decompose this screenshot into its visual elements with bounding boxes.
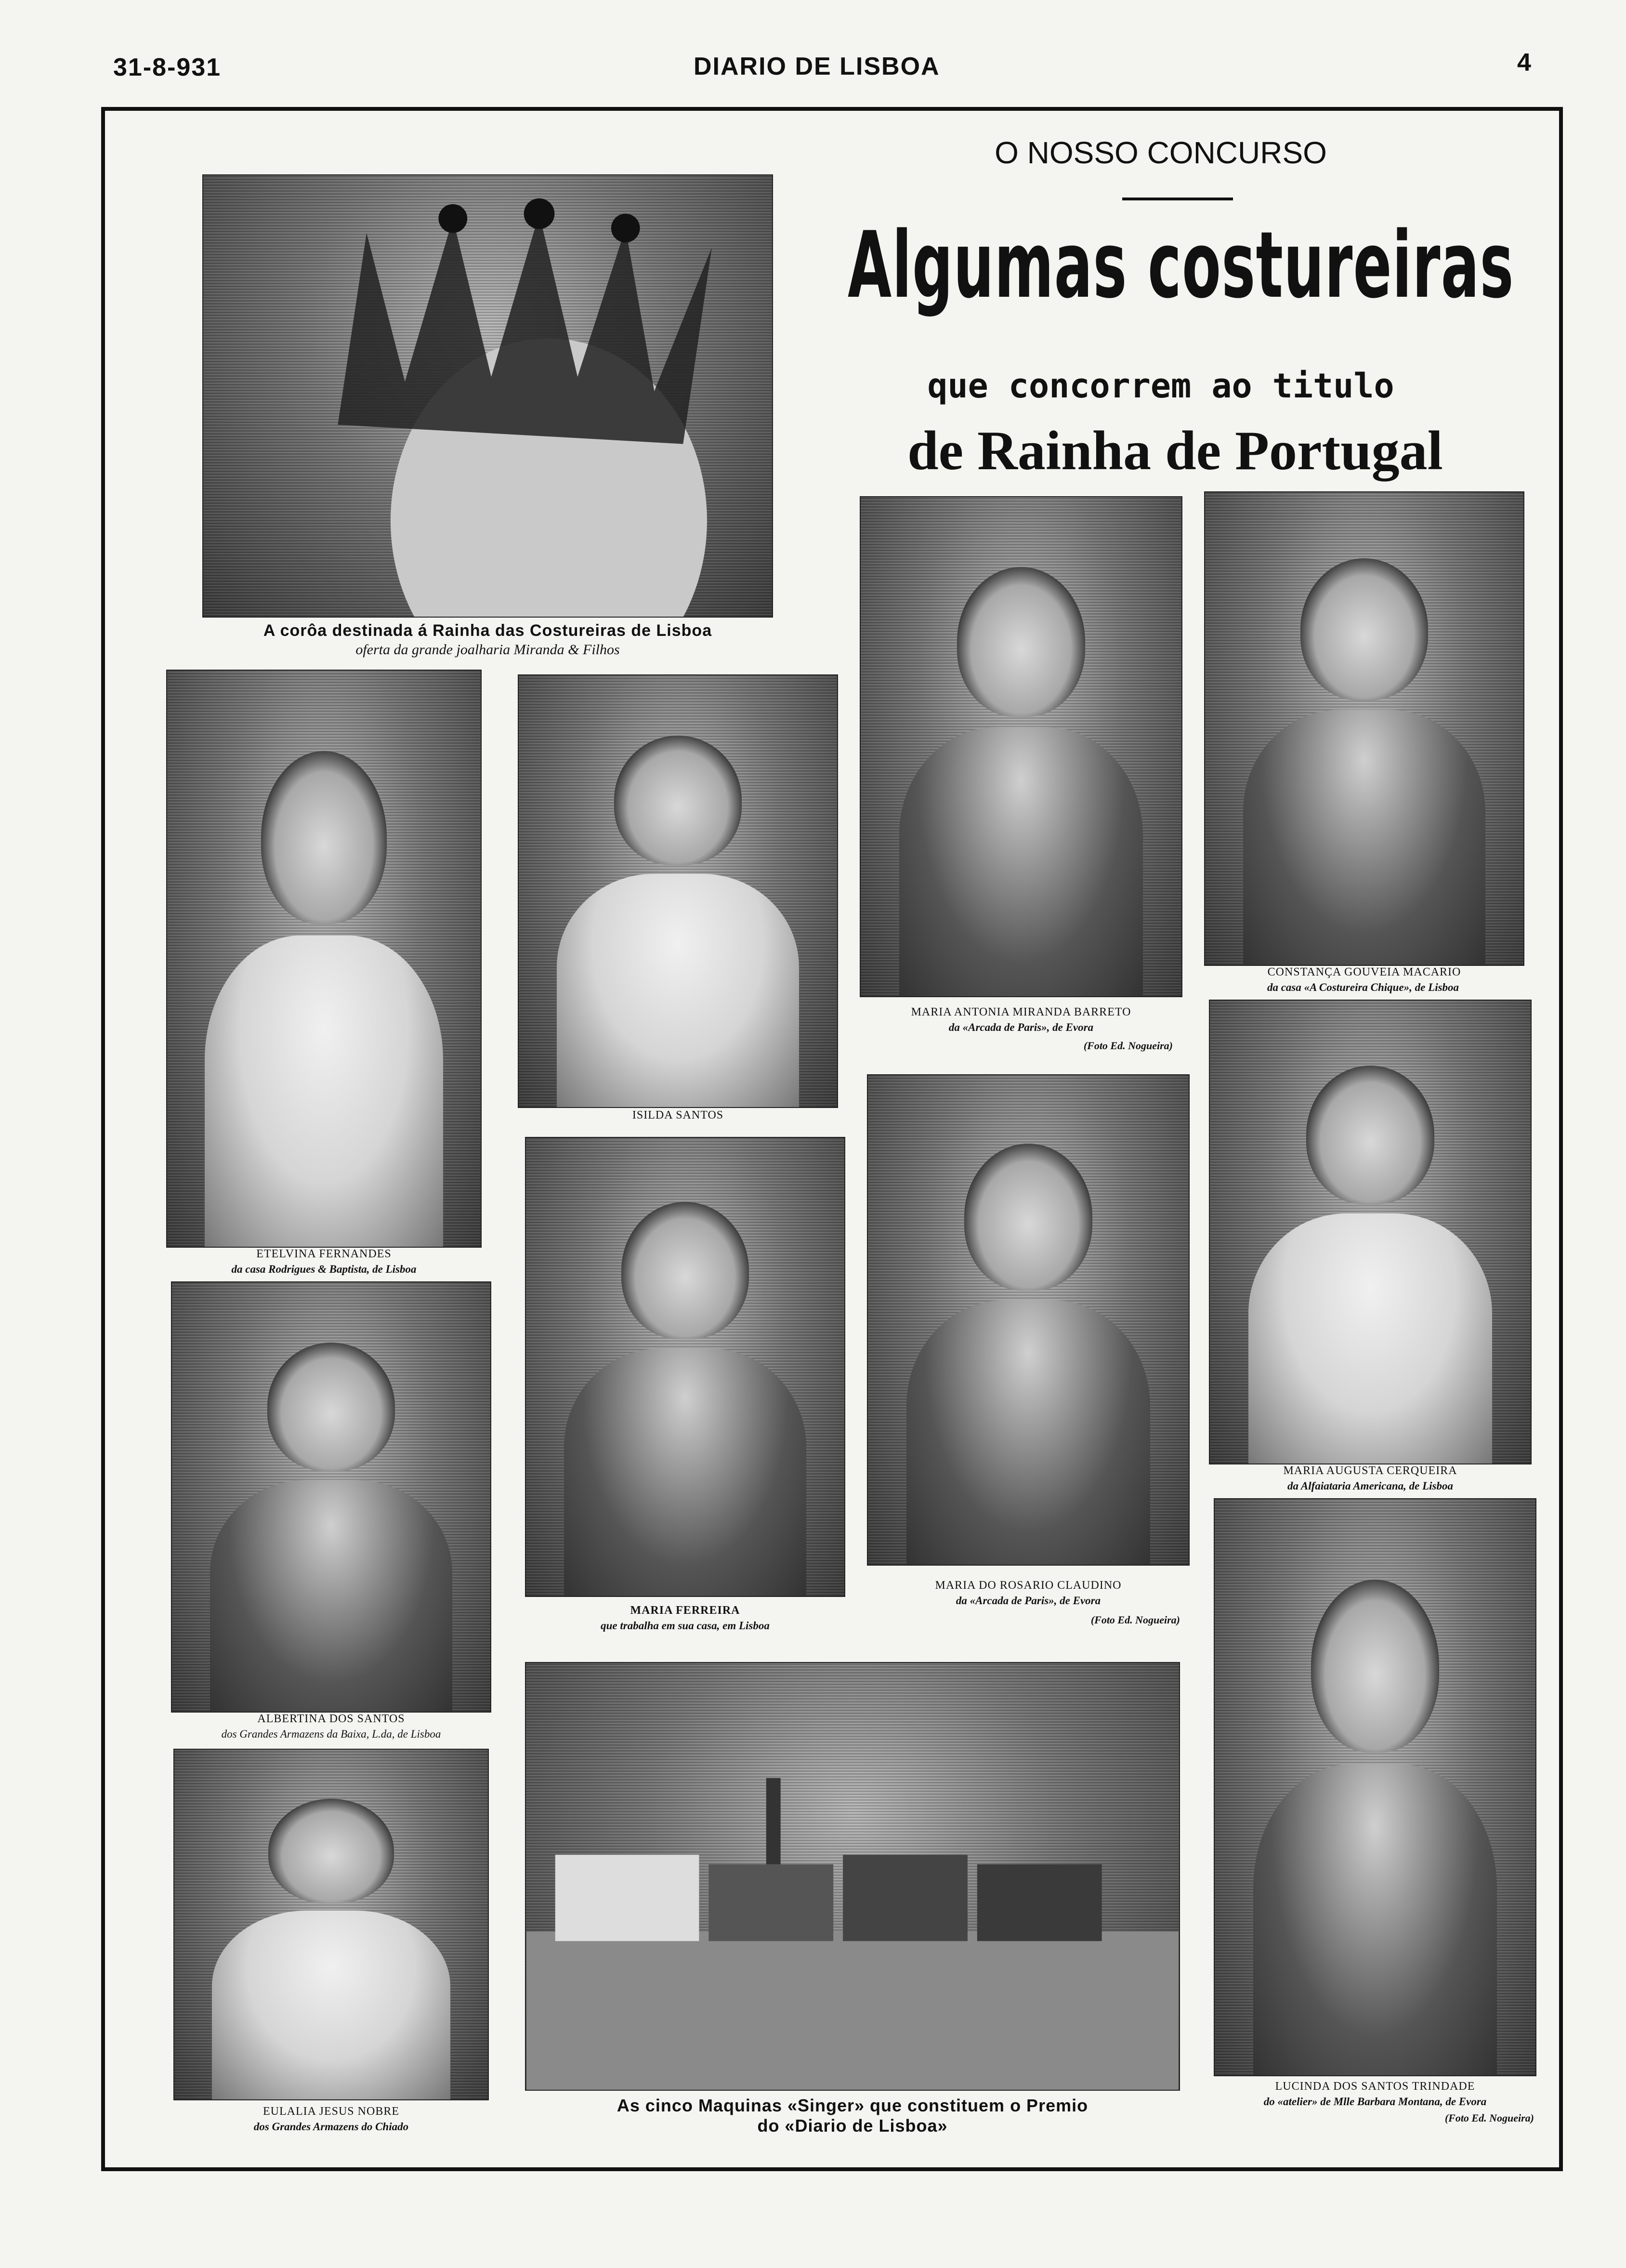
singer-machines-photo [525,1662,1180,2091]
crown-photo [202,174,773,618]
portrait-isilda-santos [518,674,838,1108]
caption-sub: dos Grandes Armazens do Chiado [253,2121,409,2133]
portrait-eulalia-jesus-nobre [173,1749,489,2100]
caption-name: LUCINDA DOS SANTOS TRINDADE [1275,2080,1475,2093]
crown-icon [203,175,772,617]
portrait-constanca-gouveia-macario [1204,491,1524,966]
caption-name: ALBERTINA DOS SANTOS [257,1713,405,1725]
caption-sub: da casa «A Costureira Chique», de Lisboa [1267,981,1459,993]
newspaper-name: DIARIO DE LISBOA [694,53,940,80]
portrait-maria-augusta-cerqueira [1209,1000,1532,1464]
caption-sub: do «atelier» de Mlle Barbara Montana, de Evora [1263,2096,1487,2108]
caption-name: ISILDA SANTOS [632,1109,724,1121]
headline-title: Algumas costureiras [848,212,1514,318]
headline-subtitle: que concorrem ao titulo [927,366,1394,406]
caption-sub: da casa Rodrigues & Baptista, de Lisboa [231,1263,417,1275]
caption-name: MARIA AUGUSTA CERQUEIRA [1283,1464,1457,1477]
caption-name: EULALIA JESUS NOBRE [262,2105,399,2118]
portrait-lucinda-dos-santos-trindade [1214,1498,1536,2076]
headline-subtitle-2: de Rainha de Portugal [907,420,1443,482]
caption-credit: (Foto Ed. Nogueira) [1090,1614,1180,1626]
machines-caption-2: do «Diario de Lisboa» [757,2116,948,2136]
caption-sub: da Alfaiataria Americana, de Lisboa [1287,1480,1453,1492]
caption-credit: (Foto Ed. Nogueira) [1083,1040,1173,1052]
portrait-maria-do-rosario-claudino [867,1074,1190,1566]
caption-name: ETELVINA FERNANDES [256,1248,392,1260]
portrait-maria-ferreira [525,1137,845,1597]
headline-rule [1122,198,1233,200]
caption-sub: dos Grandes Armazens da Baixa, L.da, de Lisboa [221,1728,441,1740]
caption-sub: que trabalha em sua casa, em Lisboa [601,1620,770,1632]
caption-sub: da «Arcada de Paris», de Evora [956,1595,1101,1607]
portrait-albertina-dos-santos [171,1281,491,1713]
portrait-etelvina-fernandes [166,670,482,1248]
headline-kicker: O NOSSO CONCURSO [995,135,1327,170]
crown-caption: A corôa destinada á Rainha das Costureiras de Lisboa [263,621,712,640]
page-number: 4 [1517,49,1532,77]
machines-caption-1: As cinco Maquinas «Singer» que constituem o Premio [616,2096,1088,2115]
caption-name: MARIA DO ROSARIO CLAUDINO [935,1579,1122,1592]
sewing-machines-icon [526,1663,1179,2090]
caption-sub: da «Arcada de Paris», de Evora [948,1021,1094,1033]
issue-date: 31-8-931 [113,53,222,81]
caption-name: MARIA ANTONIA MIRANDA BARRETO [911,1006,1131,1018]
caption-credit: (Foto Ed. Nogueira) [1444,2112,1534,2124]
caption-name: MARIA FERREIRA [630,1604,740,1617]
caption-name: CONSTANÇA GOUVEIA MACARIO [1267,966,1461,978]
crown-caption-sub: oferta da grande joalharia Miranda & Filhos [355,642,620,658]
portrait-maria-antonia-miranda-barreto [860,496,1182,997]
